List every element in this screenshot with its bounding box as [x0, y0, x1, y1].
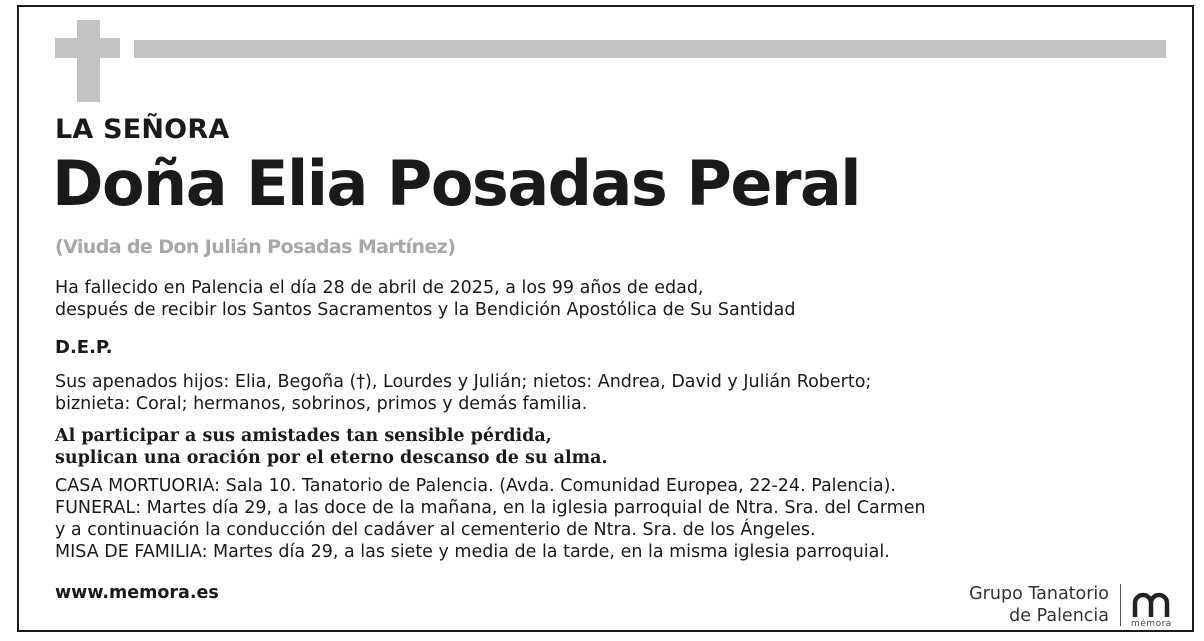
- brand-divider: [1120, 584, 1121, 626]
- brand-line: de Palencia: [1009, 606, 1109, 626]
- cross-icon-bar: [55, 38, 120, 58]
- request-line: Al participar a sus amistades tan sensible pérdida,: [55, 426, 552, 446]
- website-link[interactable]: www.memora.es: [55, 583, 219, 603]
- prayer-request: [55, 425, 608, 469]
- death-announcement: [55, 277, 795, 321]
- dep-label: D.E.P.: [55, 337, 113, 358]
- death-line: Ha fallecido en Palencia el día 28 de abril de 2025, a los 99 años de edad,: [55, 278, 704, 298]
- service-line: FUNERAL: Martes día 29, a las doce de la mañana, en la iglesia parroquial de Ntra. Sra. del Carmen: [55, 498, 926, 518]
- logo-wordmark: mémora: [1131, 619, 1172, 629]
- funeral-home-brand: [969, 583, 1109, 627]
- cross-icon: [77, 20, 100, 102]
- family-line: biznieta: Coral; hermanos, sobrinos, primos y demás familia.: [55, 394, 588, 414]
- service-details: [55, 475, 926, 563]
- service-line: MISA DE FAMILIA: Martes día 29, a las siete y media de la tarde, en la misma iglesia parroquial.: [55, 542, 890, 562]
- header-rule: [134, 40, 1166, 58]
- brand-line: Grupo Tanatorio: [969, 584, 1109, 604]
- death-line: después de recibir los Santos Sacramentos y la Bendición Apostólica de Su Santidad: [55, 300, 796, 320]
- widow-of-text: (Viuda de Don Julián Posadas Martínez): [55, 236, 456, 258]
- family-line: Sus apenados hijos: Elia, Begoña (†), Lourdes y Julián; nietos: Andrea, David y Julián Roberto;: [55, 372, 872, 392]
- family-list: [55, 371, 871, 415]
- deceased-name: Doña Elia Posadas Peral: [52, 147, 861, 220]
- notice-heading: LA SEÑORA: [55, 114, 230, 145]
- service-line: y a continuación la conducción del cadáver al cementerio de Ntra. Sra. de los Ángeles.: [55, 520, 816, 540]
- request-line: suplican una oración por el eterno descanso de su alma.: [55, 448, 608, 468]
- service-line: CASA MORTUORIA: Sala 10. Tanatorio de Palencia. (Avda. Comunidad Europea, 22-24. Palencia).: [55, 476, 896, 496]
